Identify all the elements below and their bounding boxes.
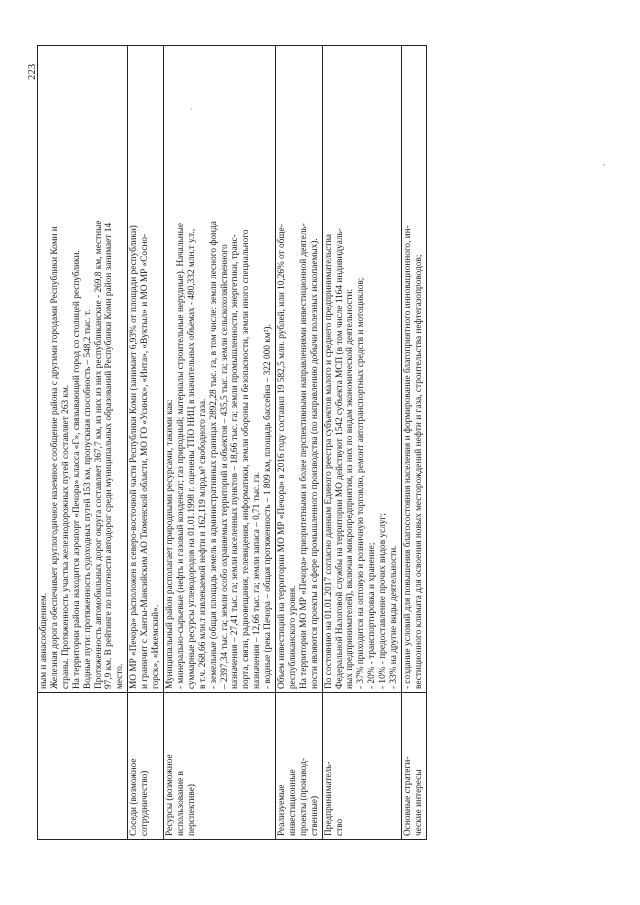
content-line: - 33% на другие виды деятельности. <box>389 545 400 689</box>
content-line: Водные пути: протяженность судоходных путей 153 км, пропускная способность – 548,2 тыс. т. <box>82 309 93 689</box>
content-line: - создание условий для повышения благосостояния населения и формирование благоприятного инновационного, ин- <box>403 225 413 689</box>
row-label-line: ственные) <box>309 795 320 836</box>
row-content-cell <box>163 46 275 693</box>
content-line: республиканского уровня. <box>287 585 298 689</box>
row-label-line: Соседи (возможное <box>129 758 140 836</box>
content-line: место. <box>115 663 126 689</box>
page-number: 223 <box>27 63 38 80</box>
row-label-line: Ресурсы (возможное <box>164 754 175 836</box>
row-label-line: инвестиционные <box>287 769 298 836</box>
table-row <box>128 46 164 840</box>
content-line: Протяженность автомобильных дорог округа составляет 367,7 км, из них из них республиканские - 269,8 км, местные <box>93 220 104 689</box>
table-row <box>276 46 323 840</box>
content-line: – 2397,34 тыс. га; земли особо охраняемых территорий и объектов – 435,5 тыс. га; земли сельскохозяйственного <box>219 244 230 689</box>
row-label-line: Основные стратеги- <box>403 756 413 836</box>
content-line: и граничит с Ханты-Мансийским АО Тюменской области, МО ГО «Усинск», «Инта», «Вуктыл» и МО МР «Сосно- <box>140 233 151 689</box>
content-line: страны. Протяженность участка железнодорожных путей составляет 263 км. <box>60 384 71 689</box>
content-line: - водные (река Печора – общая протяженность – 1 809 км, площадь бассейна – 322 000 км²). <box>263 324 274 689</box>
row-label-line: ческие интересы <box>413 769 424 836</box>
content-line: ности являются проекты в сфере промышленного производства (по направлению добычи полезных ископаемых). <box>309 238 320 689</box>
content-line: Федеральной Налоговой службы на территории МО действуют 1542 субъекта МСП (в том числе 1164 индивидуаль- <box>334 228 345 689</box>
content-line: суммарные ресурсы углеводородов на 01.01.1998 г. оценены ТПО НИЦ в значительных объемах - 480,332 млн.т у.т., <box>186 228 197 689</box>
municipal-profile-table <box>37 45 427 840</box>
content-line: - земельные (общая площадь земель в административных границах 2892,28 тыс. га, в том числе: земли лесного фонда <box>208 221 219 689</box>
content-line: По состоянию на 01.01.2017 согласно данным Единого реестра субъектов малого и среднего предпринимательства <box>323 234 334 689</box>
row-label-cell <box>163 693 275 840</box>
row-content-cell <box>322 46 401 693</box>
content-line: Объем инвестиций на территории МО МР «Печора» в 2016 году составил 19 582,5 млн. рублей, или 10,26% от обще- <box>277 224 288 689</box>
row-content-cell <box>276 46 323 693</box>
row-label-line: использование в <box>175 771 186 836</box>
content-line: - минерально-сырьевые (нефть и газовый конденсат; газ природный; материалы строительные нерудные). Начальные <box>175 222 186 689</box>
content-line: порта, связи, радиовещания, телевидения, информатики, земли обороны и безопасности, земли иного специального <box>241 229 252 689</box>
content-line: Железная дорога обеспечивает круглогодичное наземное сообщение района с другими городами Республики Коми и <box>49 226 60 689</box>
content-line: ным и авиасообщением. <box>39 592 49 689</box>
content-line: На территории района находится аэропорт «Печора» класса «Г», связывающий город со столицей республики. <box>71 250 82 689</box>
table-body <box>38 46 427 840</box>
content-line: 97,9 км. В рейтинге по плотности автодорог среди муниципальных образований Республики Коми район занимает 14 <box>104 222 115 689</box>
scan-speck: , <box>603 158 606 167</box>
row-label-cell <box>38 693 128 840</box>
row-label-cell <box>276 693 323 840</box>
content-line: МО МР «Печора» расположен в северо-восточной части Республики Коми (занимает 6,93% от площади республики) <box>129 225 140 689</box>
content-line: ных предпринимателей), включая микропредприятия, из них по видам экономической деятельности: <box>345 288 356 689</box>
row-content-cell <box>402 46 427 693</box>
row-label-line: сотрудничество) <box>140 770 151 836</box>
row-label-line: перспективе) <box>186 784 197 836</box>
row-label-line: Предприниматель- <box>323 761 334 836</box>
content-line: в т.ч. 268,66 млн.т извлекаемой нефти и 162,119 млрд.м³ свободного газа. <box>197 398 208 689</box>
content-line: Муниципальный район располагает природными ресурсами, такими как: <box>164 398 175 689</box>
table-row <box>402 46 427 840</box>
content-line: На территории МО МР «Печора» приоритетными и более перспективными направлениями инвестиционной деятель- <box>298 223 309 689</box>
content-line: - 20% - транспортировка и хранение; <box>367 542 378 689</box>
content-line: вестиционного климата для освоения новых месторождений нефти и газа, строительства нефтегазопроводов; <box>413 254 424 689</box>
table-row <box>38 46 128 840</box>
row-label-line: Реализуемые <box>277 784 288 836</box>
row-label-cell <box>128 693 164 840</box>
row-label-cell <box>402 693 427 840</box>
content-line: - 37% приходится на оптовую и розничную торговлю, ремонт автотранспортных средств и мотоциклов; <box>356 277 367 689</box>
scan-speck: · <box>190 105 193 114</box>
content-line: назначения – 27,41 тыс. га; земли населенных пунктов – 18,66 тыс. га; земли промышленности, энергетики, транс- <box>230 234 241 689</box>
row-label-cell <box>322 693 401 840</box>
row-content-cell <box>128 46 164 693</box>
row-content-cell <box>38 46 128 693</box>
row-label-line: проекты (производ- <box>298 757 309 836</box>
content-line: горск», «Ижемский». <box>151 604 162 689</box>
table-row <box>322 46 401 840</box>
content-line: назначения – 12,66 тыс. га; земли запаса – 0,71 тыс. га. <box>252 471 263 689</box>
table-row <box>163 46 275 840</box>
content-line: - 10% - предоставление прочих видов услуг; <box>378 513 389 689</box>
row-label-line: ство <box>334 818 345 836</box>
